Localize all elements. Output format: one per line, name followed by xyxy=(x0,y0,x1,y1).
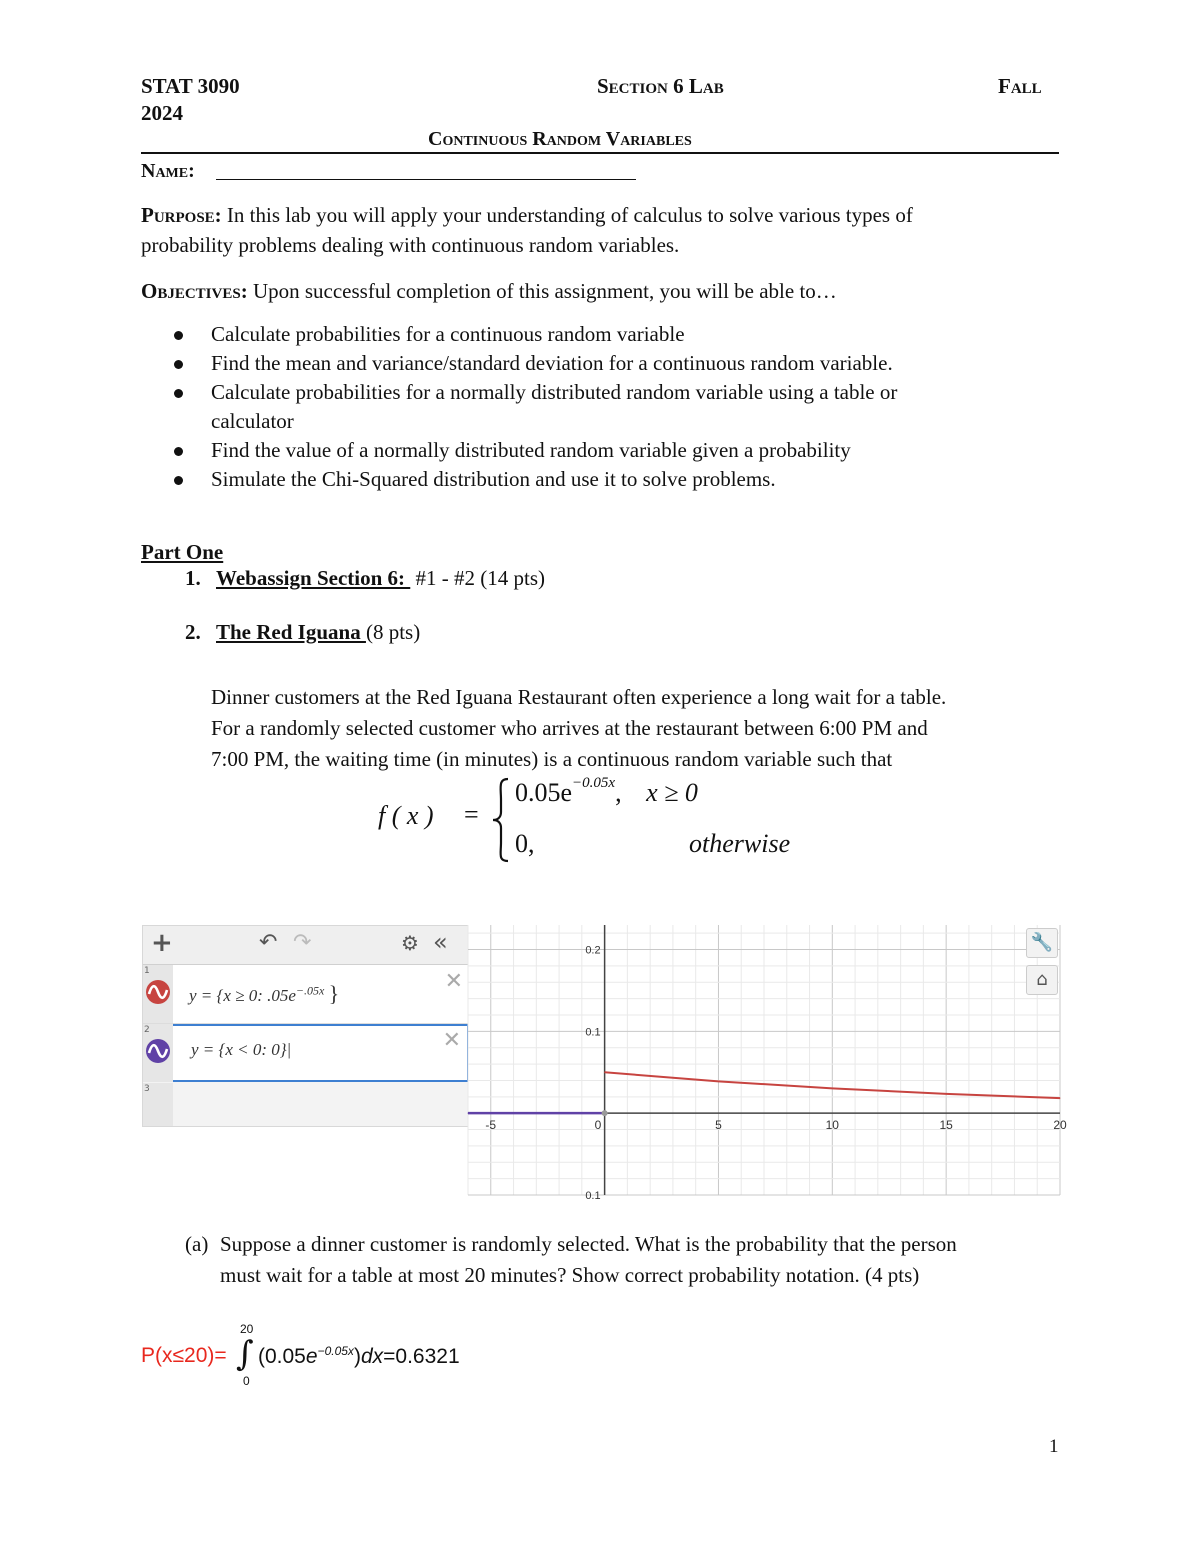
pdf-brace xyxy=(490,776,512,864)
x-tick-label: -5 xyxy=(485,1118,497,1133)
bullet-icon xyxy=(174,447,183,456)
paragraph-line: For a randomly selected customer who arrives at the restaurant between 6:00 PM and xyxy=(211,716,928,740)
graph-expression-panel xyxy=(142,925,470,1127)
x-tick-label: 15 xyxy=(939,1118,953,1133)
q2-title: The Red Iguana xyxy=(216,620,366,644)
integral-lower: 0 xyxy=(243,1374,250,1388)
expression-gutter-empty: 3 xyxy=(143,1083,173,1126)
x-tick-label: 10 xyxy=(825,1118,839,1133)
purpose-block xyxy=(141,200,1071,260)
list-item: Simulate the Chi-Squared distribution and use it to solve problems. xyxy=(141,465,1071,494)
expression-2[interactable]: y = {x < 0: 0}| xyxy=(191,1040,292,1059)
pdf-case-2: 0, xyxy=(515,829,535,858)
home-icon[interactable]: ⌂ xyxy=(1026,965,1058,995)
q1-number: 1. xyxy=(185,566,201,590)
objectives-list xyxy=(141,320,1071,494)
bullet-icon xyxy=(174,331,183,340)
purpose-line1: In this lab you will apply your understanding of calculus to solve various types of xyxy=(226,203,913,227)
bullet-icon xyxy=(174,389,183,398)
expression-row[interactable] xyxy=(143,965,469,1024)
pdf-case-1: $0.05e^{-0.05x}$, x ≥ 0 xyxy=(515,775,698,807)
purpose-label: Purpose: xyxy=(141,203,222,227)
integral-sign: ∫ xyxy=(236,1334,254,1374)
data-point xyxy=(946,1093,947,1094)
y-tick-label: 0.2 xyxy=(585,944,601,957)
q1-points: #1 - #2 (14 pts) xyxy=(410,566,546,590)
q2-number: 2. xyxy=(185,620,201,644)
undo-icon[interactable]: ↶ xyxy=(259,930,278,955)
paragraph-line: 7:00 PM, the waiting time (in minutes) is a continuous random variable such that xyxy=(211,747,893,771)
term-label: Fall xyxy=(998,74,1042,98)
expression-toolbar xyxy=(143,926,469,965)
bullet-icon xyxy=(174,360,183,369)
y-tick-label: 0.1 xyxy=(585,1026,601,1039)
name-field[interactable] xyxy=(216,179,636,180)
expression-row-active[interactable] xyxy=(143,1024,469,1082)
collapse-panel-icon[interactable]: « xyxy=(433,928,448,956)
course-code: STAT 3090 xyxy=(141,74,240,98)
question-2 xyxy=(185,620,420,645)
part-a xyxy=(185,1229,1085,1291)
question-1 xyxy=(185,566,545,591)
list-item: Find the mean and variance/standard deviation for a continuous random variable. xyxy=(141,349,1071,378)
list-item: Calculate probabilities for a continuous random variable xyxy=(141,320,1071,349)
x-tick-label: 0 xyxy=(594,1118,602,1133)
course-year: 2024 xyxy=(141,101,183,125)
delete-expression-icon[interactable]: ✕ xyxy=(444,969,463,994)
wave-icon[interactable] xyxy=(145,979,171,1005)
part-one-heading: Part One xyxy=(141,540,224,564)
part-a-label: (a) xyxy=(185,1232,209,1256)
wave-icon[interactable] xyxy=(145,1038,171,1064)
data-point xyxy=(1060,1098,1061,1099)
page-number: 1 xyxy=(1049,1436,1059,1457)
list-item: Calculate probabilities for a normally distributed random variable using a table or xyxy=(141,378,1071,407)
redo-icon[interactable]: ↷ xyxy=(293,930,312,955)
objectives-intro-block xyxy=(141,276,1071,306)
expression-gutter: 1 xyxy=(143,965,173,1023)
settings-gear-icon[interactable]: ⚙ xyxy=(401,931,419,955)
answer-lhs: P(x≤20)= xyxy=(141,1344,227,1367)
wrench-icon[interactable]: 🔧 xyxy=(1026,928,1058,958)
objectives-intro: Upon successful completion of this assignment, you will be able to… xyxy=(252,279,837,303)
origin-point xyxy=(602,1110,608,1116)
expression-1: y = {x ≥ 0: $.05e^{-.05x}$ } xyxy=(189,981,340,1006)
pdf-equals: = xyxy=(464,800,479,829)
pdf-case-2-condition: otherwise xyxy=(689,829,791,858)
x-tick-label: 20 xyxy=(1053,1118,1067,1133)
q2-points: (8 pts) xyxy=(365,620,421,644)
paragraph-line: Dinner customers at the Red Iguana Restaurant often experience a long wait for a table. xyxy=(211,685,947,709)
objectives-label: Objectives: xyxy=(141,279,248,303)
name-label: Name: xyxy=(141,160,195,182)
list-item: Find the value of a normally distributed random variable given a probability xyxy=(141,436,1071,465)
section-label: Section 6 Lab xyxy=(597,74,724,98)
data-point xyxy=(832,1088,833,1089)
delete-expression-icon[interactable]: ✕ xyxy=(442,1028,461,1053)
expression-gutter: 2 xyxy=(143,1024,173,1082)
y-tick-label: 0.1 xyxy=(585,1190,601,1202)
pdf-lhs: f ( x ) xyxy=(378,801,434,830)
data-point xyxy=(718,1081,719,1082)
bullet-icon xyxy=(174,476,183,485)
header-rule xyxy=(141,152,1059,154)
data-point xyxy=(604,1072,605,1073)
graph-area[interactable] xyxy=(468,925,1067,1202)
doc-title: Continuous Random Variables xyxy=(428,128,692,150)
problem-paragraph xyxy=(211,682,1091,775)
data-point xyxy=(468,1113,469,1114)
part-a-line: must wait for a table at most 20 minutes? Show correct probability notation. (4 pts) xyxy=(220,1263,920,1287)
purpose-line2: probability problems dealing with continuous random variables. xyxy=(141,233,680,257)
q1-title: Webassign Section 6: xyxy=(216,566,411,590)
integral-upper: 20 xyxy=(240,1322,254,1336)
integrand: $(0.05e^{-0.05x})dx=0.6321$ xyxy=(258,1344,460,1368)
list-item-continuation: calculator xyxy=(211,409,294,433)
add-expression-icon[interactable]: + xyxy=(151,928,173,958)
part-a-line: Suppose a dinner customer is randomly selected. What is the probability that the person xyxy=(220,1232,957,1256)
x-tick-label: 5 xyxy=(715,1118,722,1133)
